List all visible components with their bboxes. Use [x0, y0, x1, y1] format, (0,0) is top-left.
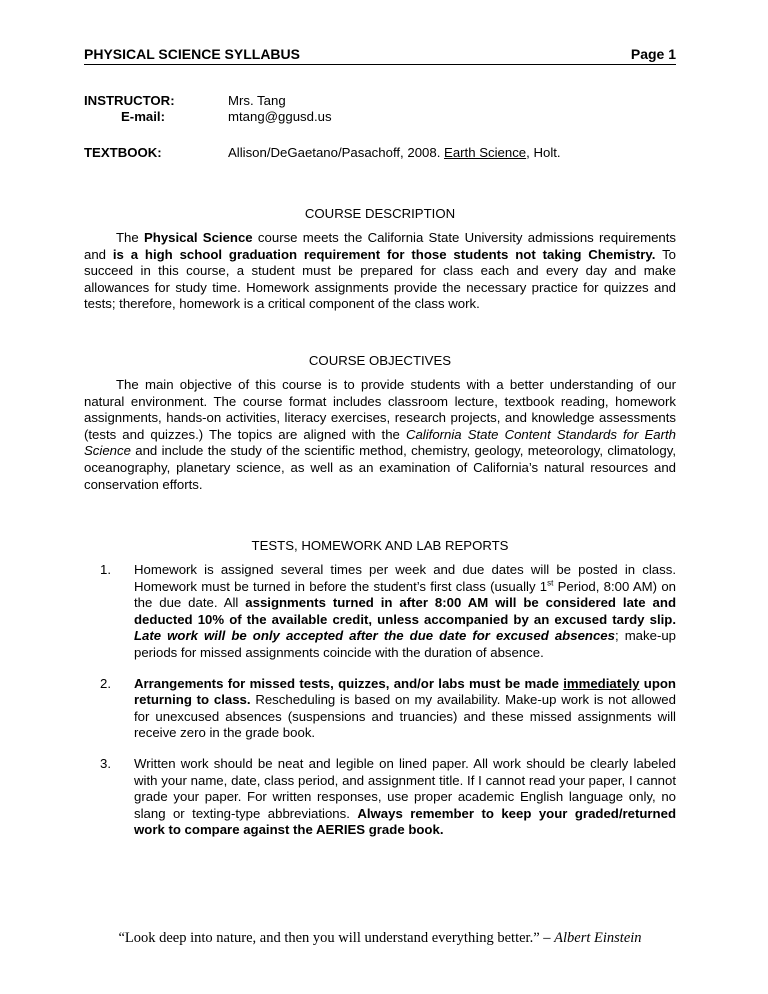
email-label: E-mail: [121, 109, 165, 124]
course-description-text: The Physical Science course meets the California State University admissions requirements and is a high school graduation requirement for those students not taking Chemistry. To succeed in this course, a student must be prepared for class each and every day and make allowances for study time. Homework assignments provide the necessary practice for quizzes and tests; therefore, homework is a critical component of the class work. [84, 230, 676, 312]
instructor-name: Mrs. Tang [228, 93, 286, 108]
instructor-email: mtang@ggusd.us [228, 109, 332, 124]
page-number: Page 1 [630, 46, 676, 62]
course-objectives-text: The main objective of this course is to provide students with a better understanding of our natural environment. The course format includes classroom lecture, textbook reading, homework assignments, hands-on activities, literacy exercises, research projects, and knowledge assessments (tests and quizzes.) The topics are aligned with the California State Content Standards for Earth Science and include the study of the scientific method, chemistry, geology, meteorology, climatology, oceanography, planetary science, as well as an examination of California’s natural resources and conservation efforts. [84, 377, 676, 492]
footer-quote: “Look deep into nature, and then you will understand everything better.” – Albert Einstein [118, 930, 642, 946]
course-description-heading: COURSE DESCRIPTION [304, 206, 456, 221]
list-item: 2. Arrangements for missed tests, quizzes, and/or labs must be made immediately upon returning to class. Rescheduling is based on my availability. Make-up work is not allowed for unexcused absences (suspensions and truancies) and these missed assignments will receive zero in the grade book. [100, 675, 676, 741]
textbook-authors: Allison/DeGaetano/Pasachoff, 2008. [228, 145, 445, 160]
document-title: PHYSICAL SCIENCE SYLLABUS [84, 46, 300, 62]
list-item: 3. Written work should be neat and legible on lined paper. All work should be clearly labeled with your name, date, class period, and assignment title. If I cannot read your paper, I cannot grade your paper. For written responses, use proper academic English language only, no slang or texting-type abbreviations. Always remember to keep your graded/returned work to compare against the AERIES grade book. [100, 755, 676, 838]
policy-list [100, 562, 676, 839]
quote-author: Albert Einstein [554, 930, 642, 946]
instructor-label: INSTRUCTOR: [84, 93, 175, 108]
course-objectives-heading: COURSE OBJECTIVES [308, 353, 452, 368]
textbook-publisher: , Holt. [526, 145, 561, 160]
list-item: 1. Homework is assigned several times per week and due dates will be posted in class. Homework must be turned in before the student’s first class (usually 1st Period, 8:00 AM) on the due date. All assignments turned in after 8:00 AM will be considered late and deducted 10% of the available credit, unless accompanied by an excused tardy slip. Late work will be only accepted after the due date for excused absences; make-up periods for missed assignments coincide with the duration of absence. [100, 562, 677, 660]
textbook-citation [228, 145, 561, 161]
textbook-label: TEXTBOOK: [84, 145, 162, 160]
textbook-title: Earth Science [444, 145, 527, 160]
tests-homework-heading: TESTS, HOMEWORK AND LAB REPORTS [251, 538, 509, 553]
page-header [84, 46, 676, 65]
